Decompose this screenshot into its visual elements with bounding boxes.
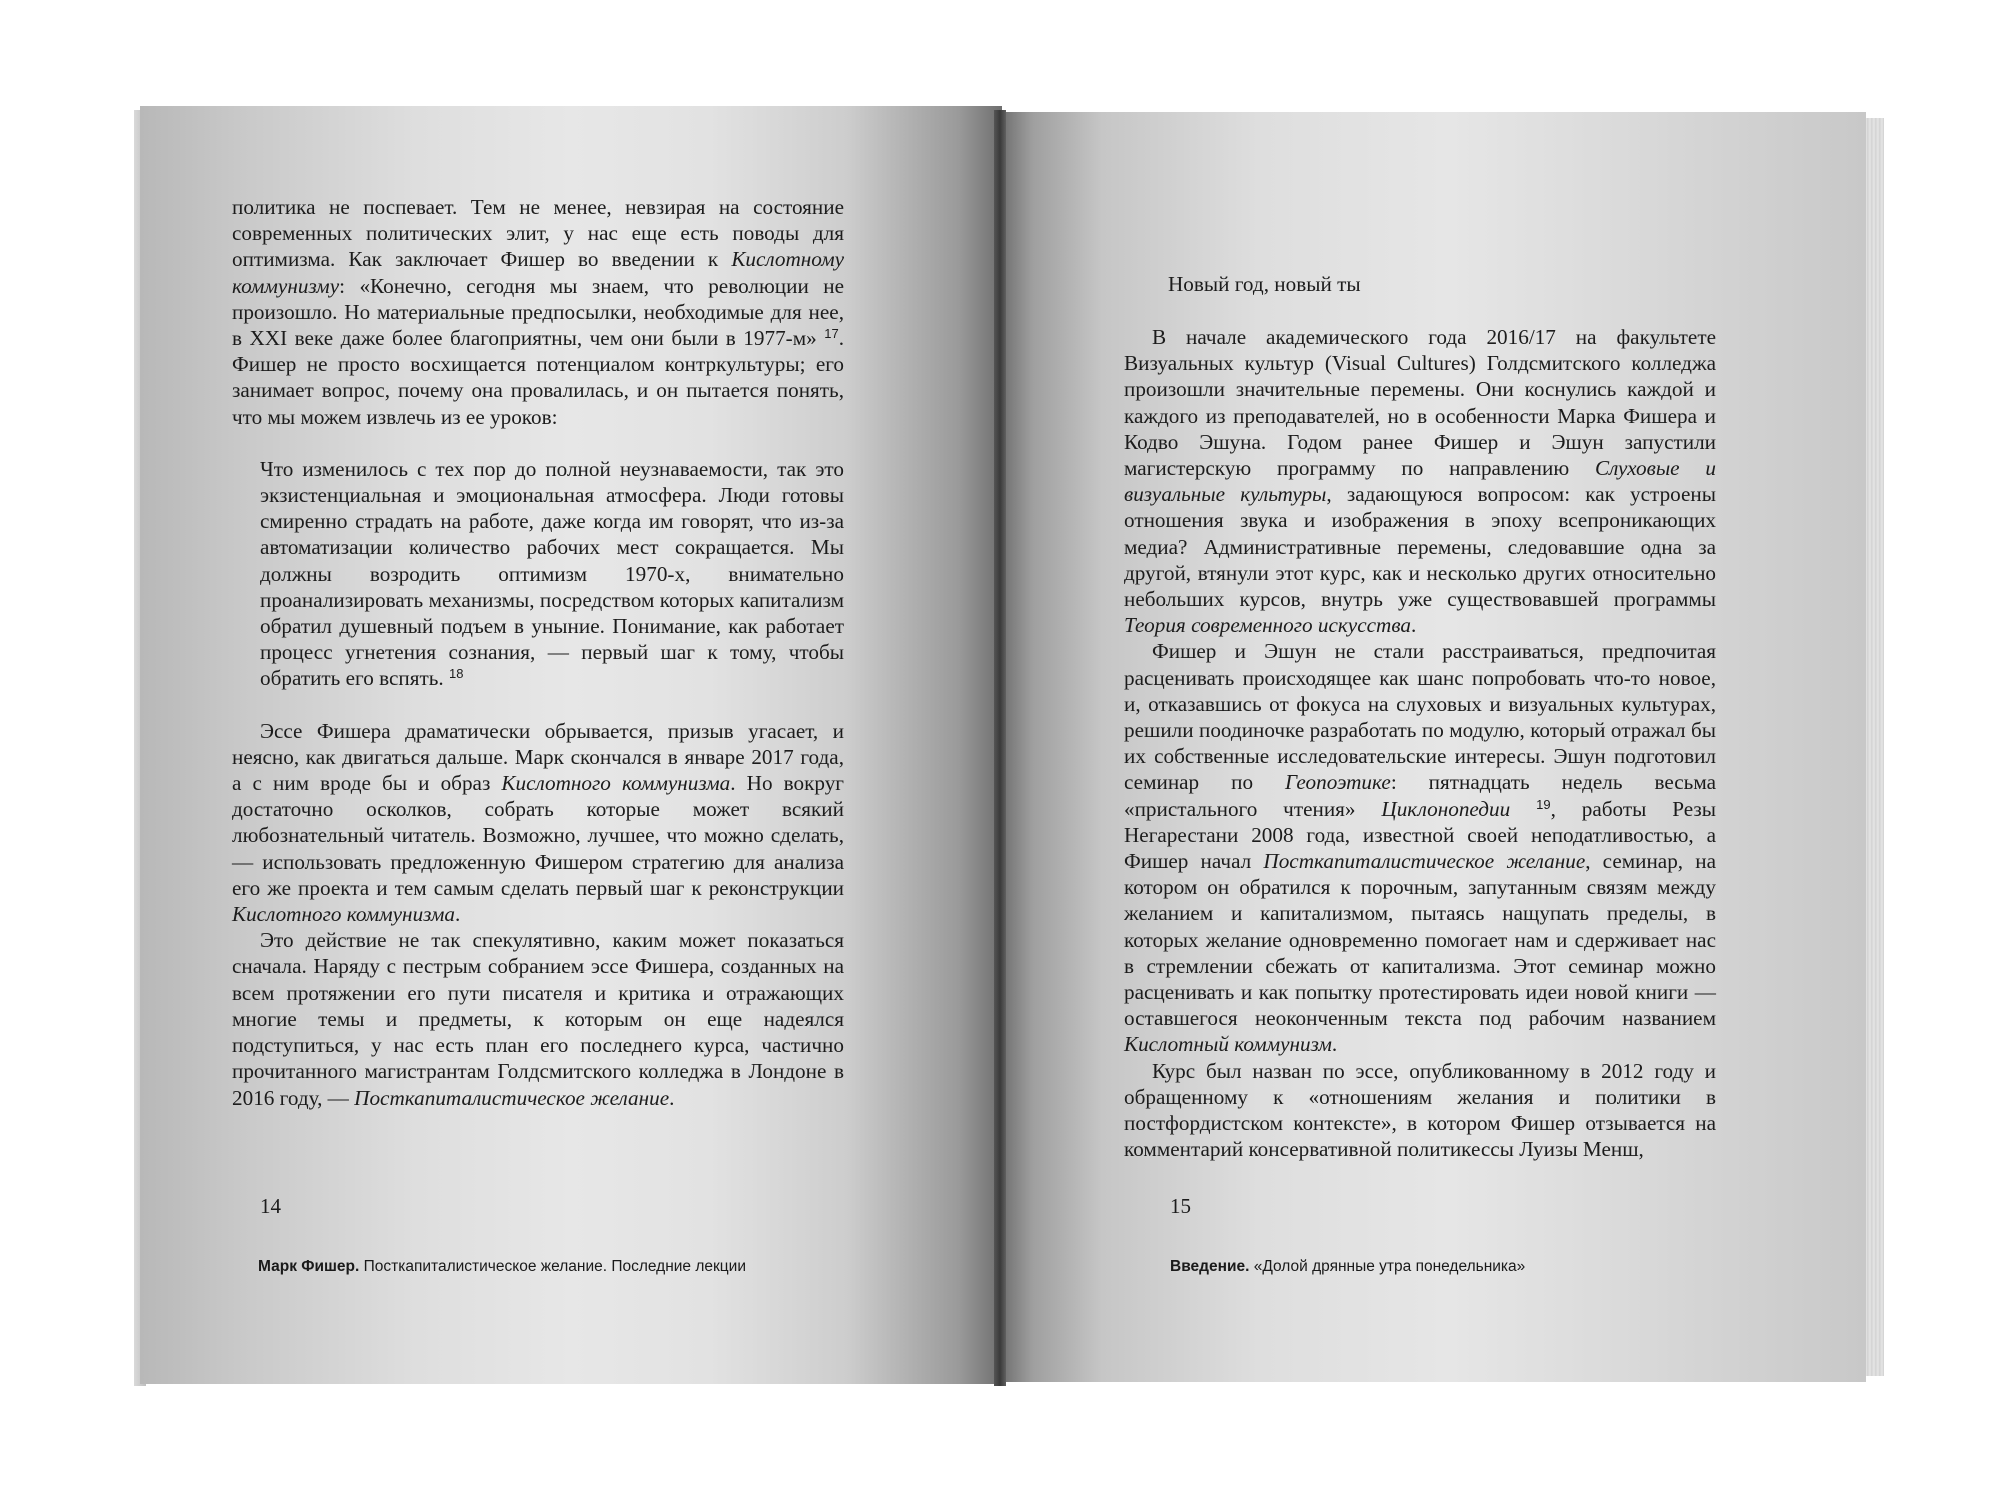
left-page xyxy=(140,106,1002,1384)
footer-author: Марк Фишер. xyxy=(258,1258,360,1275)
right-paragraph-2: Фишер и Эшун не стали расстраиваться, предпочитая расценивать происходящее как шанс попробовать что-то новое, и, отказавшись от фокуса на слуховых и визуальных культурах, решили поодиночке разработать по модулю, который отражал бы их собственные исследовательские интересы. Эшун подготовил семинар по Геопоэтике: пятнадцать недель весьма «пристального чтения» Циклонопедии $^{19}$, работы Резы Негарестани 2008 года, известной своей неподатливостью, а Фишер начал Посткапиталистическое желание, семинар, на котором он обратился к порочным, запутанным связям между желанием и капитализмом, пытаясь нащупать пределы, в которых желание одновременно помогает нам и сдерживает нас в стремлении сбежать от капитализма. Этот семинар можно расценивать и как попытку протестировать идеи новой книги — оставшегося неоконченным текста под рабочим названием Кислотный коммунизм. xyxy=(1124,639,1717,1057)
page-number-right: 15 xyxy=(1170,1194,1191,1218)
book-gutter xyxy=(994,110,1006,1386)
footer-section: Введение. xyxy=(1170,1258,1250,1275)
section-title: Новый год, новый ты xyxy=(1168,272,1361,296)
block-quote: Что изменилось с тех пор до полной неузнаваемости, так это экзистенциальная и эмоциональная атмосфера. Люди готовы смиренно страдать на работе, даже когда им говорят, что из-за автоматизации количество рабочих мест сокращается. Мы должны возродить оптимизм 1970-х, внимательно проанализировать механизмы, посредством которых капитализм обратил душевный подъем в уныние. Понимание, как работает процесс угнетения сознания, — первый шаг к тому, чтобы обратить его вспять. $^{18}$ xyxy=(260,456,844,691)
right-page xyxy=(998,112,1866,1382)
page-number-left: 14 xyxy=(260,1194,281,1218)
right-page-body xyxy=(1124,324,1716,1163)
left-paragraph-2: Эссе Фишера драматически обрывается, призыв угасает, и неясно, как двигаться дальше. Марк скончался в январе 2017 года, а с ним вроде бы и образ Кислотного коммунизма. Но вокруг достаточно осколков, собрать которые может всякий любознательный читатель. Возможно, лучшее, что можно сделать, — использовать предложенную Фишером стратегию для анализа его же проекта и тем самым сделать первый шаг к реконструкции Кислотного коммунизма. xyxy=(232,718,844,927)
left-paragraph-1: политика не поспевает. Тем не менее, невзирая на состояние современных политических элит, у нас еще есть поводы для оптимизма. Как заключает Фишер во введении к Кислотному коммунизму: «Конечно, сегодня мы знаем, что революции не произошло. Но материальные предпосылки, необходимые для нее, в XXI веке даже более благоприятны, чем они были в 1977-м» $^{17}$. Фишер не просто восхищается потенциалом контркультуры; его занимает вопрос, почему она провалилась, и он пытается понять, что мы можем извлечь из ее уроков: xyxy=(232,195,844,429)
footer-chapter-title: «Долой дрянные утра понедельника» xyxy=(1253,1258,1526,1275)
left-page-body xyxy=(232,194,844,1111)
right-paragraph-3: Курс был назван по эссе, опубликованному в 2012 году и обращенному к «отношениям желания и политики в постфордистском контексте», в котором Фишер отзывается на комментарий консервативной политикессы Луизы Менш, xyxy=(1124,1058,1716,1162)
left-running-footer xyxy=(258,1258,746,1276)
left-paragraph-3: Это действие не так спекулятивно, каким может показаться сначала. Наряду с пестрым собранием эссе Фишера, созданных на всем протяжении его пути писателя и критика и отражающих многие темы и предметы, к которым он еще надеялся подступиться, у нас есть план его последнего курса, частично прочитанного магистрантам Голдсмитского колледжа в Лондоне в 2016 году, — Посткапиталистическое желание. xyxy=(232,928,844,1110)
footer-book-title: Посткапиталистическое желание. Последние лекции xyxy=(363,1258,747,1275)
right-running-footer xyxy=(1170,1258,1525,1276)
right-paragraph-1: В начале академического года 2016/17 на факультете Визуальных культур (Visual Cultures) Голдсмитского колледжа произошли значительные перемены. Они коснулись каждой и каждого из преподавателей, но в особенности Марка Фишера и Кодво Эшуна. Годом ранее Фишер и Эшун запустили магистерскую программу по направлению Слуховые и визуальные культуры, задающуюся вопросом: как устроены отношения звука и изображения в эпоху всепроникающих медиа? Административные перемены, следовавшие одна за другой, втянули этот курс, как и несколько других относительно небольших курсов, внутрь уже существовавшей программы Теория современного искусства. xyxy=(1124,325,1716,638)
